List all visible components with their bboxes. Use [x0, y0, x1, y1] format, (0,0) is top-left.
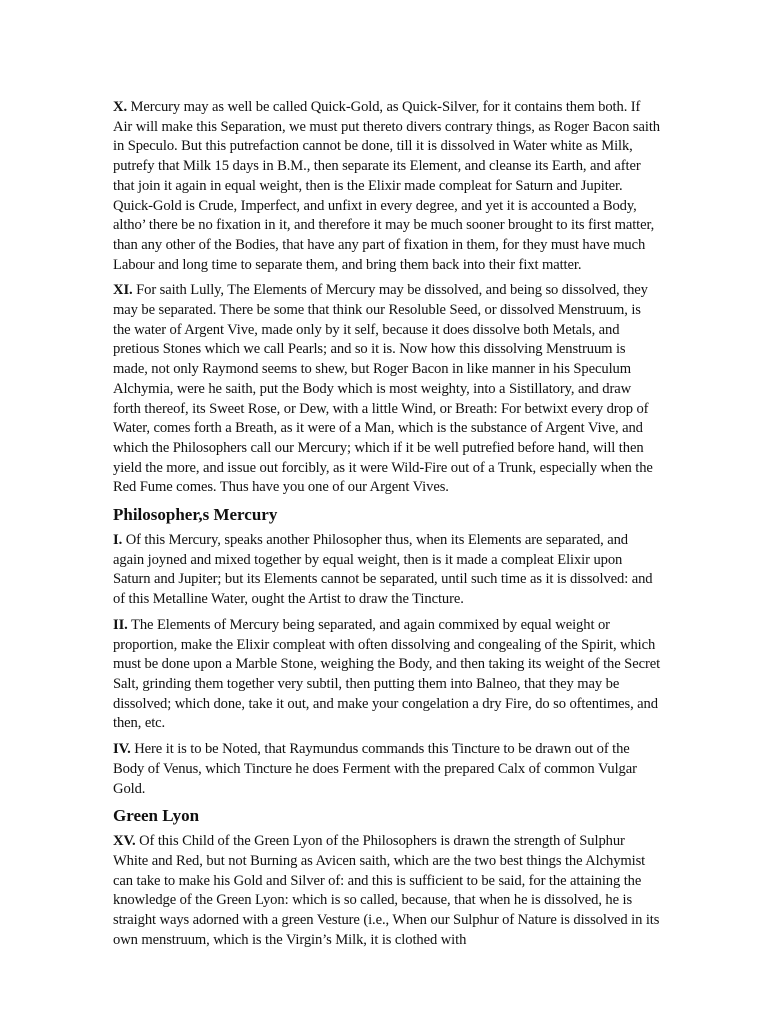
paragraph-number: XI.	[113, 282, 133, 299]
paragraph-x	[113, 98, 661, 275]
paragraph-i	[113, 531, 661, 610]
paragraph-number: X.	[113, 99, 127, 115]
paragraph-text: Of this Mercury, speaks another Philosopher thus, when its Elements are separated, and again joyned and mixed together by equal weight, then is it made a compleat Elixir upon Saturn and Jupiter; but its Elements cannot be separated, until such time as it is dissolved: and of this Metalline Water, ought the Artist to draw the Tincture.	[113, 532, 653, 608]
paragraph-number: I.	[113, 532, 123, 549]
paragraph-text: Here it is to be Noted, that Raymundus commands this Tincture to be drawn out of the Body of Venus, which Tincture he does Ferment with the prepared Calx of common Vulgar Gold.	[113, 741, 637, 797]
paragraph-xi	[113, 281, 661, 498]
paragraph-text: The Elements of Mercury being separated, and again commixed by equal weight or proportion, make the Elixir compleat with often dissolving and congealing of the Spirit, which must be done upon a Marble Stone, weighing the Body, and then taking its weight of the Secret Salt, grinding them together very subtil, then putting them into Balneo, that they may be dissolved; which done, take it out, and make your congelation a dry Fire, do so oftentimes, and then, etc.	[113, 616, 661, 732]
paragraph-iv	[113, 740, 661, 799]
paragraph-number: IV.	[113, 741, 131, 758]
section-heading-green-lyon: Green Lyon	[113, 806, 200, 826]
document-page	[113, 98, 661, 956]
paragraph-xv	[113, 832, 661, 950]
paragraph-number: XV.	[113, 833, 136, 850]
paragraph-text: For saith Lully, The Elements of Mercury may be dissolved, and being so dissolved, they may be separated. There be some that think our Resoluble Seed, or dissolved Menstruum, is the water of Argent Vive, made only by it self, because it does dissolve both Metals, and pretious Stones which we call Pearls; and so it is. Now how this dissolving Menstruum is made, not only Raymond seems to shew, but Roger Bacon in like manner in his Speculum Alchymia, were he saith, put the Body which is most weighty, into a Sistillatory, and draw forth thereof, its Sweet Rose, or Dew, with a little Wind, or Breath: For betwixt every drop of Water, comes forth a Breath, as it were of a Man, which is the substance of Argent Vive, and which the Philosophers call our Mercury; which if it be well putrefied before hand, will then yield the more, and issue out forcibly, as it were Wild-Fire out of a Trunk, especially when the Red Fume comes. Thus have you one of our Argent Vives.	[113, 282, 653, 496]
section-heading-philosophers-mercury: Philosopher,s Mercury	[113, 505, 278, 525]
paragraph-text: Mercury may as well be called Quick-Gold, as Quick-Silver, for it contains them both. If Air will make this Separation, we must put thereto divers contrary things, as Roger Bacon saith in Speculo. But this putrefaction cannot be done, till it is dissolved in Water white as Milk, putrefy that Milk 15 days in B.M., then separate its Element, and cleanse its Earth, and after that join it again in equal weight, then is the Elixir made compleat for Saturn and Jupiter. Quick-Gold is Crude, Imperfect, and unfixt in every degree, and yet it is accounted a Body, altho’ there be no fixation in it, and therefore it may be much sooner brought to its first matter, than any other of the Bodies, that have any part of fixation in them, for they must have much Labour and long time to separate them, and bring them back into their fixt matter.	[113, 99, 660, 273]
paragraph-number: II.	[113, 616, 128, 633]
paragraph-ii	[113, 616, 661, 734]
paragraph-text: Of this Child of the Green Lyon of the Philosophers is drawn the strength of Sulphur White and Red, but not Burning as Avicen saith, which are the two best things the Alchymist can take to make his Gold and Silver of: and this is sufficient to be said, for the attaining the knowledge of the Green Lyon: which is so called, because, that when he is dissolved, he is straight ways adorned with a green Vesture (i.e., When our Sulphur of Nature is dissolved in its own menstruum, which is the Virgin’s Milk, it is clothed with	[113, 833, 660, 948]
